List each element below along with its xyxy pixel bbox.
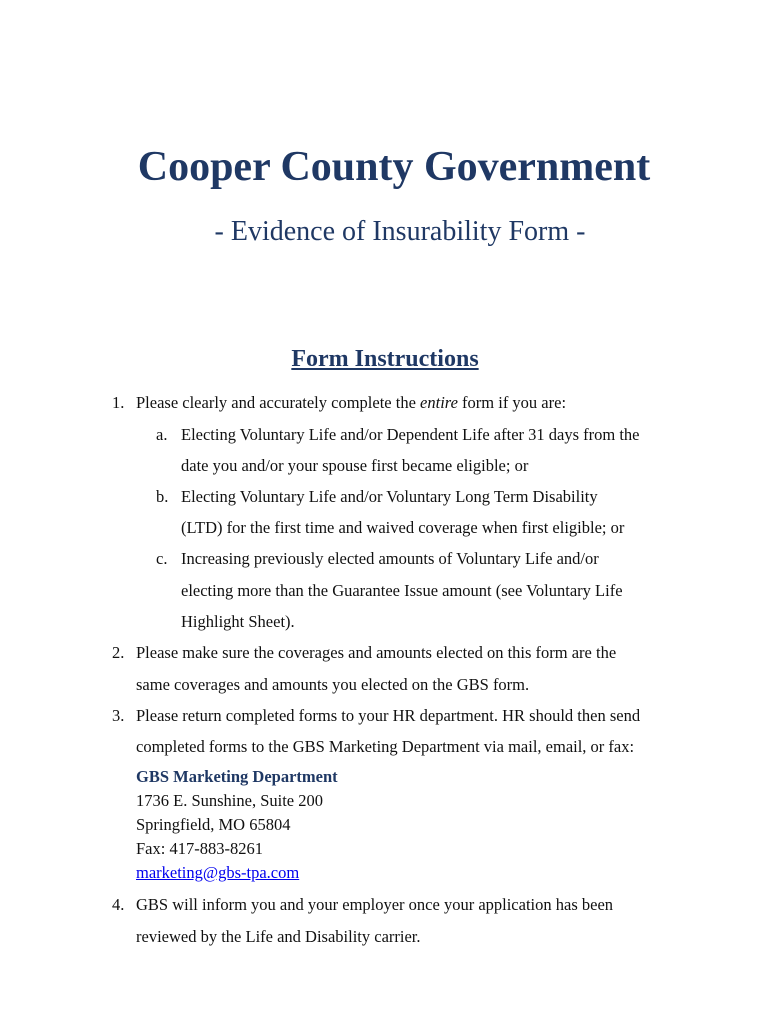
- form-instructions-heading: Form Instructions: [291, 346, 479, 372]
- item-1a-letter: a.: [156, 425, 168, 444]
- item-1b-letter: b.: [156, 487, 169, 506]
- document-title: Cooper County Government: [137, 144, 651, 190]
- item-2-line-2: same coverages and amounts you elected on the GBS form.: [136, 675, 530, 694]
- document-subtitle: - Evidence of Insurability Form -: [214, 216, 586, 247]
- item-4-number: 4.: [112, 895, 125, 914]
- item-1c-letter: c.: [156, 549, 168, 568]
- address-department-name: GBS Marketing Department: [136, 767, 338, 786]
- item-1c-line-2: electing more than the Guarantee Issue amount (see Voluntary Life: [181, 581, 623, 600]
- item-3-number: 3.: [112, 706, 125, 725]
- item-1c-line-3: Highlight Sheet).: [181, 612, 295, 631]
- item-1a-line-1: Electing Voluntary Life and/or Dependent Life after 31 days from the: [181, 425, 640, 444]
- item-3-line-2: completed forms to the GBS Marketing Department via mail, email, or fax:: [136, 737, 635, 756]
- item-1-number: 1.: [112, 393, 125, 412]
- item-1-text: [136, 392, 566, 414]
- item-2-line-1: Please make sure the coverages and amounts elected on this form are the: [136, 643, 617, 662]
- item-4-line-1: GBS will inform you and your employer once your application has been: [136, 895, 614, 914]
- item-3-line-1: Please return completed forms to your HR department. HR should then send: [136, 706, 641, 725]
- item-1a-line-2: date you and/or your spouse first became eligible; or: [181, 456, 529, 475]
- item-2-number: 2.: [112, 643, 125, 662]
- address-street: 1736 E. Sunshine, Suite 200: [136, 791, 324, 810]
- item-1-text-before: Please clearly and accurately complete the: [136, 393, 421, 412]
- item-1b-line-1: Electing Voluntary Life and/or Voluntary Long Term Disability: [181, 487, 598, 506]
- item-1c-line-1: Increasing previously elected amounts of Voluntary Life and/or: [181, 549, 599, 568]
- item-4-line-2: reviewed by the Life and Disability carrier.: [136, 927, 421, 946]
- item-1-emphasis: entire: [420, 393, 458, 412]
- address-city: Springfield, MO 65804: [136, 815, 291, 834]
- email-link[interactable]: marketing@gbs-tpa.com: [136, 863, 300, 882]
- address-fax: Fax: 417-883-8261: [136, 839, 263, 858]
- item-1b-line-2: (LTD) for the first time and waived coverage when first eligible; or: [181, 518, 625, 537]
- item-1-text-after: form if you are:: [457, 393, 567, 412]
